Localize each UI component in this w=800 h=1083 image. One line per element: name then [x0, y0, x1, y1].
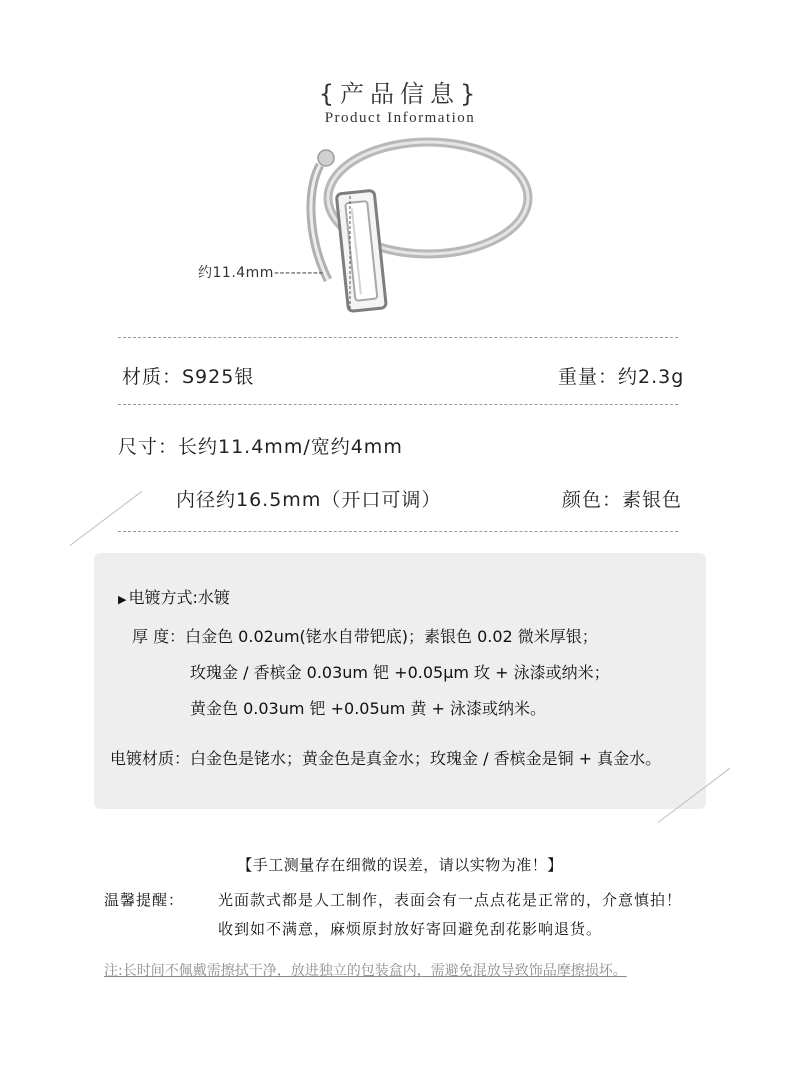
plating-thickness-line: 黄金色 0.03um 钯 +0.05um 黄 + 泳漆或纳米。 — [190, 699, 547, 718]
section-title: {产品信息} — [318, 80, 482, 108]
inner-diameter-spec: 内径约16.5mm（开口可调） — [176, 489, 442, 511]
plating-method: ▶ 电镀方式:水镀 — [118, 588, 230, 607]
color-spec: 颜色：素银色 — [562, 489, 683, 511]
material-spec: 材质：S925银 — [122, 366, 255, 388]
weight-spec: 重量：约2.3g — [558, 366, 685, 388]
tip-label: 温馨提醒： — [104, 891, 185, 909]
decorative-line — [70, 491, 142, 546]
measurement-notice: 【手工测量存在细微的误差，请以实物为准！】 — [237, 856, 563, 874]
section-subtitle: Product Information — [324, 110, 476, 126]
triangle-icon: ▶ — [118, 593, 127, 606]
dimension-label: 约11.4mm--------- — [198, 265, 324, 281]
divider — [118, 337, 678, 338]
tip-line: 光面款式都是人工制作，表面会有一点点花是正常的，介意慎拍！ — [218, 891, 683, 909]
ring-image — [280, 130, 540, 330]
care-note: 注:长时间不佩戴需擦拭干净，放进独立的包装盒内，需避免混放导致饰品摩擦损坏。 — [104, 963, 627, 979]
plating-thickness-line: 玫瑰金 / 香槟金 0.03um 钯 +0.05μm 玫 + 泳漆或纳米； — [190, 663, 610, 682]
size-spec: 尺寸：长约11.4mm/宽约4mm — [118, 436, 403, 458]
divider — [118, 531, 678, 532]
plating-material: 电镀材质：白金色是铑水；黄金色是真金水；玫瑰金 / 香槟金是铜 + 真金水。 — [110, 749, 662, 768]
divider — [118, 404, 678, 405]
tip-line: 收到如不满意，麻烦原封放好寄回避免刮花影响退货。 — [218, 920, 603, 938]
plating-thickness-line: 厚 度：白金色 0.02um(铑水自带钯底)；素银色 0.02 微米厚银； — [132, 627, 598, 646]
